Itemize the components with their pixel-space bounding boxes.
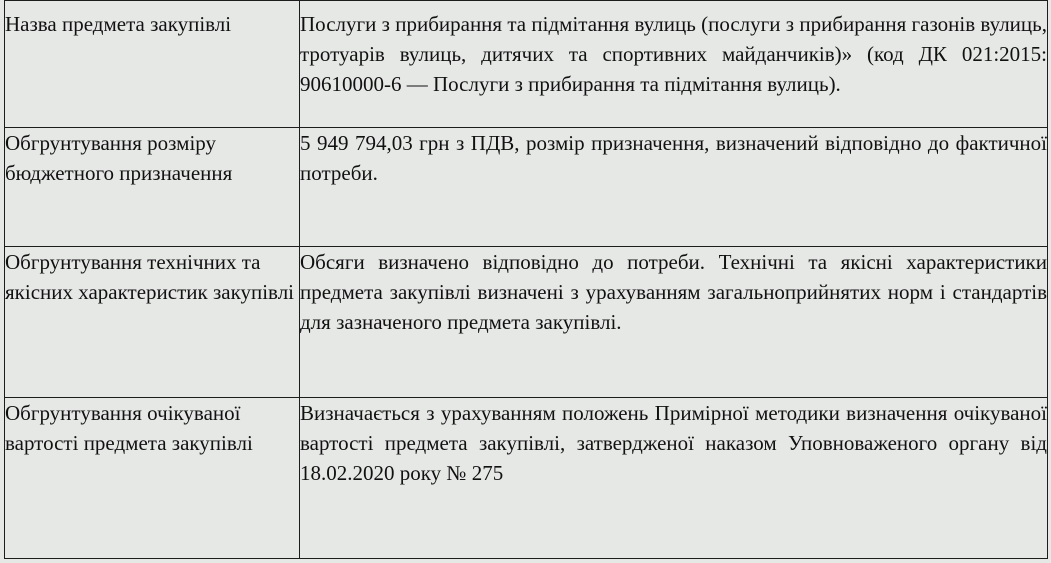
procurement-justification-table xyxy=(4,0,1048,559)
row-value-budget-justification: 5 949 794,03 грн з ПДВ, розмір призначення, визначений відповідно до фактичної потреби. xyxy=(300,128,1048,247)
table-row xyxy=(5,1,1048,128)
row-value-technical-justification: Обсяги визначено відповідно до потреби. Технічні та якісні характеристики предмета закупівлі визначені з урахуванням загальноприйнятих норм і стандартів для зазначеного предмета закупівлі. xyxy=(300,247,1048,398)
table-row xyxy=(5,128,1048,247)
row-value-subject-name: Послуги з прибирання та підмітання вулиць (послуги з прибирання газонів вулиць, тротуарів вулиць, дитячих та спортивних майданчиків)» (код ДК 021:2015: 90610000-6 — Послуги з прибирання та підмітання вулиць). xyxy=(300,1,1048,128)
row-label-subject-name: Назва предмета закупівлі xyxy=(5,1,300,128)
table-row xyxy=(5,398,1048,559)
row-label-expected-cost-justification: Обгрунтування очікуваної вартості предмета закупівлі xyxy=(5,398,300,559)
table-row xyxy=(5,247,1048,398)
row-label-budget-justification: Обгрунтування розміру бюджетного призначення xyxy=(5,128,300,247)
row-label-technical-justification: Обгрунтування технічних та якісних характеристик закупівлі xyxy=(5,247,300,398)
row-value-expected-cost-justification: Визначається з урахуванням положень Примірної методики визначення очікуваної вартості предмета закупівлі, затвердженої наказом Уповноваженого органу від 18.02.2020 року № 275 xyxy=(300,398,1048,559)
